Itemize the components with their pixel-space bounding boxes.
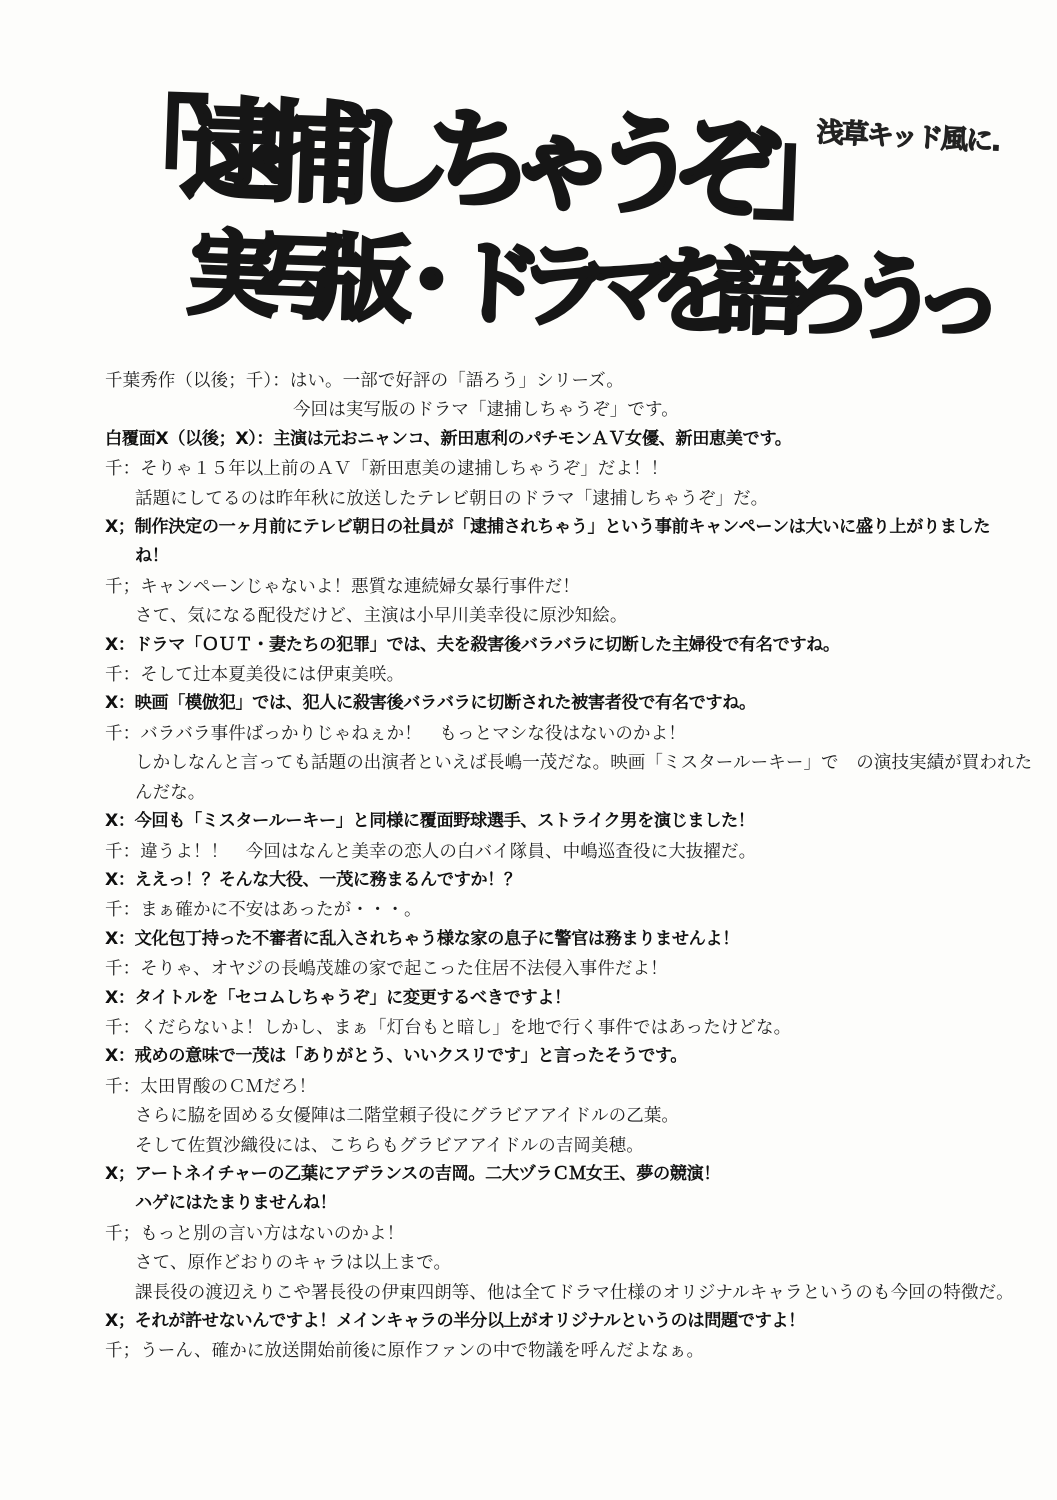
page-number-partial	[0, 1412, 1, 1432]
dialogue-line: X：タイトルを「セコムしちゃうぞ」に変更するべきですよ！	[105, 987, 571, 1008]
dialogue-line: 千：そして辻本夏美役には伊東美咲。	[105, 664, 405, 685]
dialogue-line: ハゲにはたまりませんね！	[135, 1193, 337, 1214]
dialogue-line: さらに脇を固める女優陣は二階堂頼子役にグラビアアイドルの乙葉。	[135, 1105, 680, 1126]
dialogue-line: そして佐賀沙織役には、こちらもグラビアアイドルの吉岡美穂。	[135, 1134, 644, 1155]
handwritten-title-line1: 「逮捕しちゃうぞ」	[96, 84, 839, 236]
dialogue-line: X：戒めの意味で一茂は「ありがとう、いいクスリです」と言ったそうです。	[105, 1046, 688, 1067]
handwritten-title-note: 浅草キッド風に.	[816, 116, 1001, 158]
dialogue-line: 千；もっと別の言い方はないのかよ！	[105, 1222, 405, 1243]
dialogue-line: 千；うーん、確かに放送開始前後に原作ファンの中で物議を呼んだよなぁ。	[105, 1340, 705, 1361]
dialogue-line: さて、原作どおりのキャラは以上まで。	[135, 1252, 452, 1273]
dialogue-line: 話題にしてるのは昨年秋に放送したテレビ朝日のドラマ「逮捕しちゃうぞ」だ。	[135, 487, 769, 508]
dialogue-line: んだな。	[135, 781, 206, 802]
dialogue-line: 千：くだらないよ！しかし、まぁ「灯台もと暗し」を地で行く事件ではあったけどな。	[105, 1016, 792, 1037]
dialogue-line: 白覆面X（以後；X）：主演は元おニャンコ、新田恵利のパチモンＡＶ女優、新田恵美です。	[105, 428, 792, 449]
dialogue-line: しかしなんと言っても話題の出演者といえば長嶋一茂だな。映画「ミスタールーキー」で の演技実績が買われた	[135, 752, 1033, 773]
dialogue-line: 千：太田胃酸のＣＭだろ！	[105, 1075, 317, 1096]
dialogue-line: X；それが許せないんですよ！メインキャラの半分以上がオリジナルというのは問題ですよ！	[105, 1311, 805, 1331]
dialogue-text-block	[105, 366, 1051, 1366]
dialogue-line: X：文化包丁持った不審者に乱入されちゃう様な家の息子に警官は務まりませんよ！	[105, 928, 739, 949]
dialogue-line: X：ドラマ「ＯＵＴ・妻たちの犯罪」では、夫を殺害後バラバラに切断した主婦役で有名ですね。	[105, 634, 840, 655]
dialogue-line: X：ええっ！？そんな大役、一茂に務まるんですか！？	[105, 869, 521, 890]
dialogue-line: 今回は実写版のドラマ「逮捕しちゃうぞ」です。	[293, 399, 679, 420]
dialogue-line: X；アートネイチャーの乙葉にアデランスの吉岡。二大ヅラＣＭ女王、夢の競演！	[105, 1163, 721, 1184]
dialogue-line: 千；キャンペーンじゃないよ！悪質な連続婦女暴行事件だ！	[105, 575, 580, 596]
dialogue-line: 千：違うよ！！ 今回はなんと美幸の恋人の白バイ隊員、中嶋巡査役に大抜擢だ。	[105, 840, 757, 861]
dialogue-line: 千：そりゃ１５年以上前のＡＶ「新田恵美の逮捕しちゃうぞ」だよ！！	[105, 458, 669, 479]
handwritten-title-line2: 実写版・ドラマを語ろうっ	[185, 219, 981, 355]
dialogue-line: X：映画「模倣犯」では、犯人に殺害後バラバラに切断された被害者役で有名ですね。	[105, 693, 756, 714]
dialogue-line: さて、気になる配役だけど、主演は小早川美幸役に原沙知絵。	[135, 605, 628, 626]
dialogue-line: 千：そりゃ、オヤジの長嶋茂雄の家で起こった住居不法侵入事件だよ！	[105, 958, 668, 979]
dialogue-line: ね！	[135, 546, 169, 567]
dialogue-line: 課長役の渡辺えりこや署長役の伊東四朗等、他は全てドラマ仕様のオリジナルキャラというのも今回の特徴だ。	[135, 1281, 1014, 1302]
dialogue-line: X：今回も「ミスタールーキー」と同様に覆面野球選手、ストライク男を演じました！	[105, 811, 755, 832]
dialogue-line: X；制作決定の一ヶ月前にテレビ朝日の社員が「逮捕されちゃう」という事前キャンペーンは大いに盛り上がりました	[105, 517, 991, 538]
dialogue-line: 千：まぁ確かに不安はあったが・・・。	[105, 899, 422, 920]
dialogue-line: 千葉秀作（以後；千）：はい。一部で好評の「語ろう」シリーズ。	[105, 370, 624, 390]
dialogue-line: 千：バラバラ事件ばっかりじゃねぇか！ もっとマシな役はないのかよ！	[105, 722, 686, 743]
